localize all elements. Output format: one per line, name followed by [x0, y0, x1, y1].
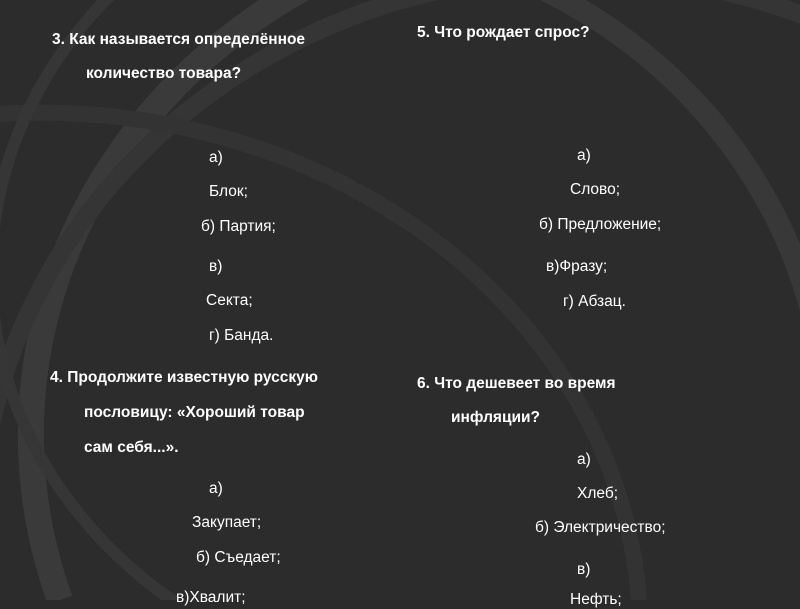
q5-option-d: г) Абзац.: [563, 293, 626, 310]
q3-title-line1: 3. Как называется определённое: [52, 31, 306, 48]
q4-title-line3: сам себя...».: [84, 439, 179, 456]
q3-option-c-text: Секта;: [206, 292, 253, 309]
q3-option-b: б) Партия;: [201, 218, 276, 235]
q3-option-a-text: Блок;: [209, 183, 248, 200]
q3-title-line2: количество товара?: [86, 65, 242, 82]
q4-option-a-label: а): [209, 480, 223, 497]
q4-title-line2: пословицу: «Хороший товар: [84, 404, 305, 421]
q5-option-b: б) Предложение;: [539, 216, 662, 233]
q5-option-c: в)Фразу;: [546, 258, 608, 275]
q3-option-c-label: в): [209, 258, 223, 275]
q5-option-a-text: Слово;: [570, 181, 621, 198]
q6-option-c-label: в): [577, 561, 591, 578]
q6-option-b: б) Электричество;: [535, 519, 666, 536]
q5-option-a-label: а): [577, 147, 591, 164]
q6-option-a-text: Хлеб;: [577, 485, 619, 502]
q3-option-a-label: а): [209, 149, 223, 166]
q4-option-a-text: Закупает;: [192, 514, 262, 531]
q6-title-line2: инфляции?: [451, 409, 541, 426]
q6-option-a-label: а): [577, 451, 591, 468]
q5-title-line1: 5. Что рождает спрос?: [417, 24, 590, 41]
q4-title-line1: 4. Продолжите известную русскую: [50, 369, 318, 386]
q4-option-b: б) Съедает;: [196, 549, 281, 566]
q6-title-line1: 6. Что дешевеет во время: [417, 375, 616, 392]
q3-option-d: г) Банда.: [209, 327, 274, 344]
q4-option-c: в)Хвалит;: [176, 589, 246, 606]
q6-option-c-text: Нефть;: [570, 591, 622, 608]
